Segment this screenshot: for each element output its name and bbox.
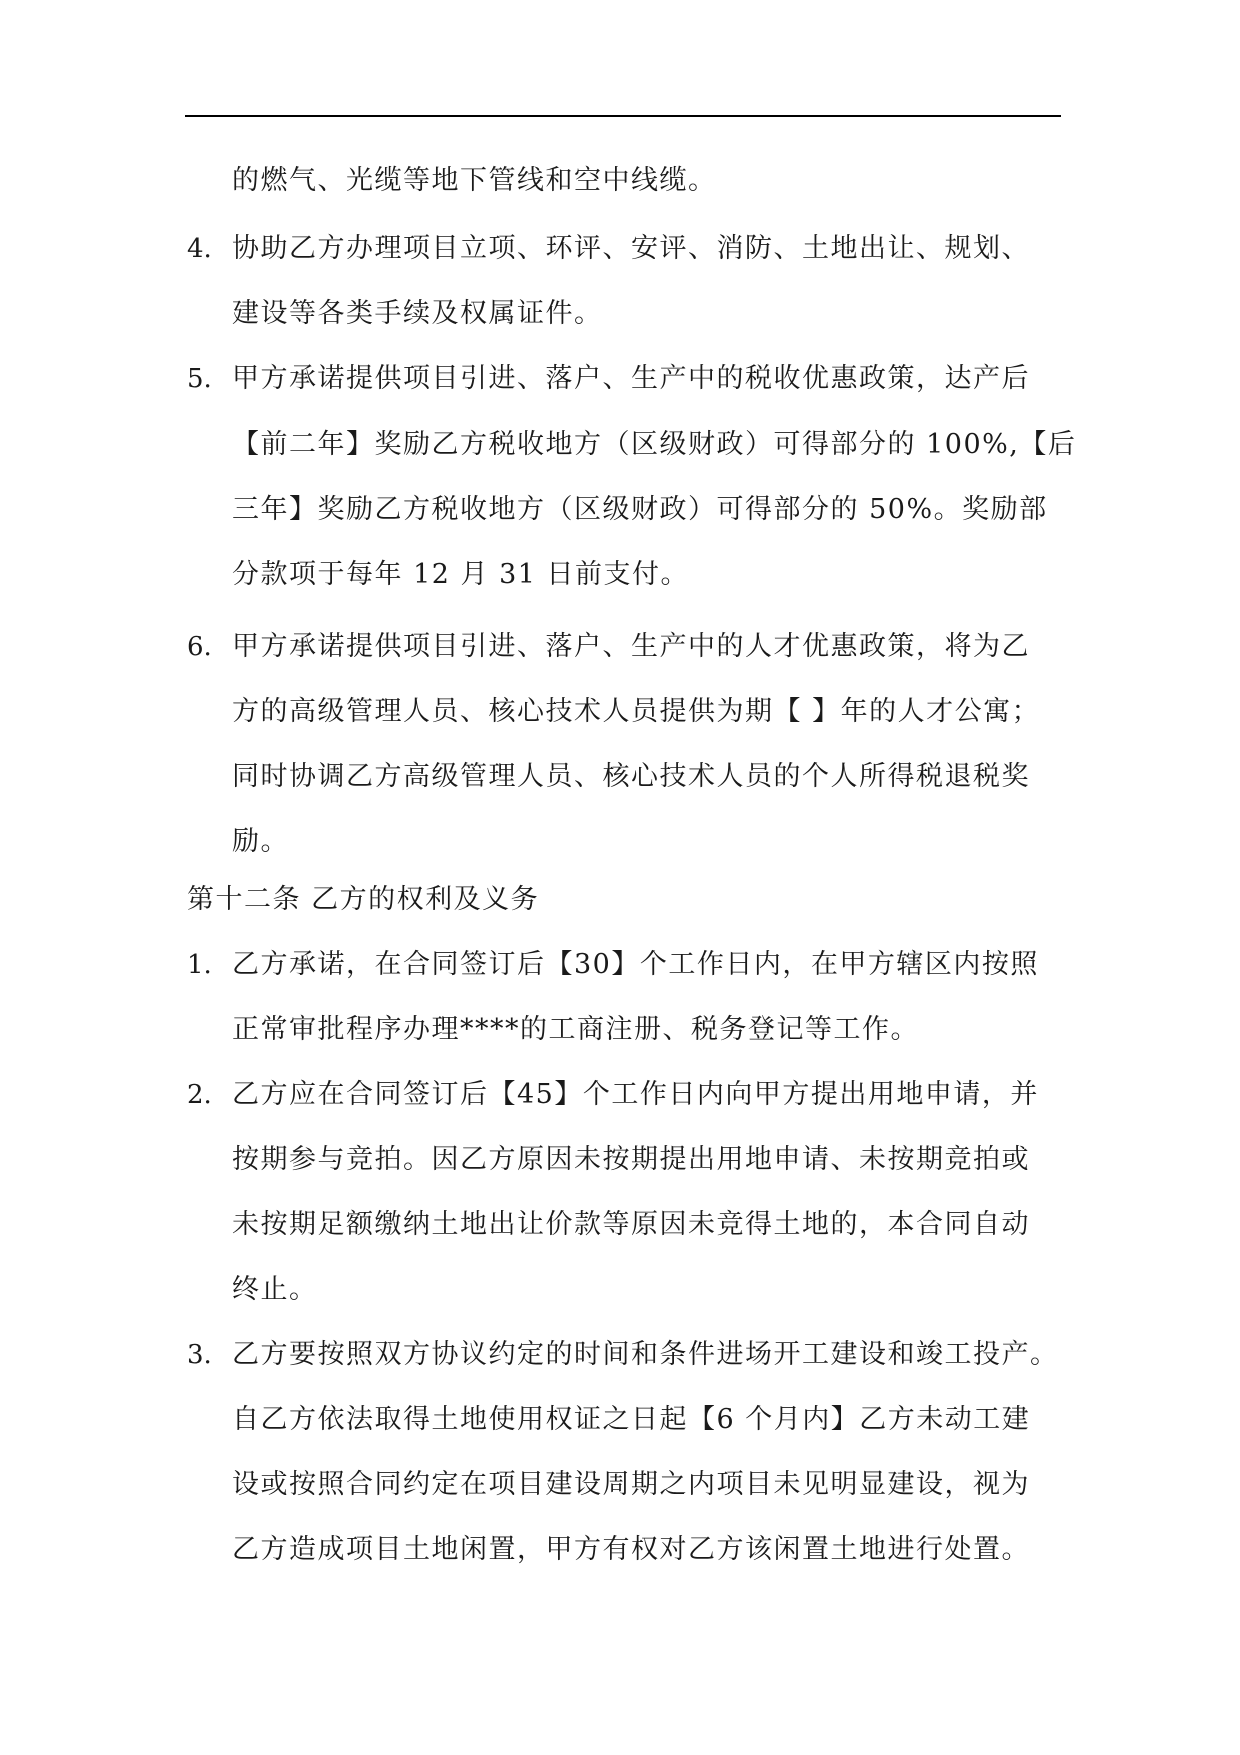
header-rule [185, 115, 1061, 117]
list-item-text: 乙方造成项目土地闲置，甲方有权对乙方该闲置土地进行处置。 [232, 1534, 1030, 1565]
list-item-text: 乙方要按照双方协议约定的时间和条件进场开工建设和竣工投产。 [232, 1339, 1059, 1370]
list-item-text: 设或按照合同约定在项目建设周期之内项目未见明显建设，视为 [232, 1469, 1030, 1500]
list-item-text: 方的高级管理人员、核心技术人员提供为期【 】年的人才公寓； [232, 696, 1041, 727]
list-item-text: 按期参与竞拍。因乙方原因未按期提出用地申请、未按期竞拍或 [232, 1144, 1030, 1175]
list-item-text: 乙方承诺，在合同签订后【30】个工作日内，在甲方辖区内按照 [232, 949, 1039, 980]
list-item-text: 协助乙方办理项目立项、环评、安评、消防、土地出让、规划、 [232, 233, 1030, 264]
list-item-text: 未按期足额缴纳土地出让价款等原因未竞得土地的，本合同自动 [232, 1209, 1030, 1240]
list-item-text: 正常审批程序办理****的工商注册、税务登记等工作。 [232, 1014, 919, 1045]
article-heading: 第十二条 乙方的权利及义务 [187, 884, 540, 915]
list-item-text: 【前二年】奖励乙方税收地方（区级财政）可得部分的 100%,【后 [232, 429, 1077, 460]
list-item-text: 同时协调乙方高级管理人员、核心技术人员的个人所得税退税奖 [232, 761, 1030, 792]
list-item-number: 3. [187, 1340, 212, 1370]
list-item-number: 4. [187, 234, 212, 264]
list-item-text: 分款项于每年 12 月 31 日前支付。 [232, 559, 690, 590]
list-item-number: 6. [187, 632, 212, 662]
list-item-text: 励。 [232, 826, 289, 857]
list-item-text: 甲方承诺提供项目引进、落户、生产中的人才优惠政策，将为乙 [232, 631, 1030, 662]
list-item-text: 三年】奖励乙方税收地方（区级财政）可得部分的 50%。奖励部 [232, 494, 1048, 525]
list-item-text: 甲方承诺提供项目引进、落户、生产中的税收优惠政策，达产后 [232, 363, 1030, 394]
list-item-text: 乙方应在合同签订后【45】个工作日内向甲方提出用地申请，并 [232, 1079, 1039, 1110]
list-item-text: 自乙方依法取得土地使用权证之日起【6 个月内】乙方未动工建 [232, 1404, 1031, 1435]
list-item-number: 1. [187, 950, 212, 980]
list-item-number: 2. [187, 1080, 212, 1110]
continuation-line: 的燃气、光缆等地下管线和空中线缆。 [232, 165, 717, 196]
list-item-number: 5. [187, 364, 212, 394]
list-item-text: 终止。 [232, 1274, 318, 1305]
list-item-text: 建设等各类手续及权属证件。 [232, 298, 603, 329]
